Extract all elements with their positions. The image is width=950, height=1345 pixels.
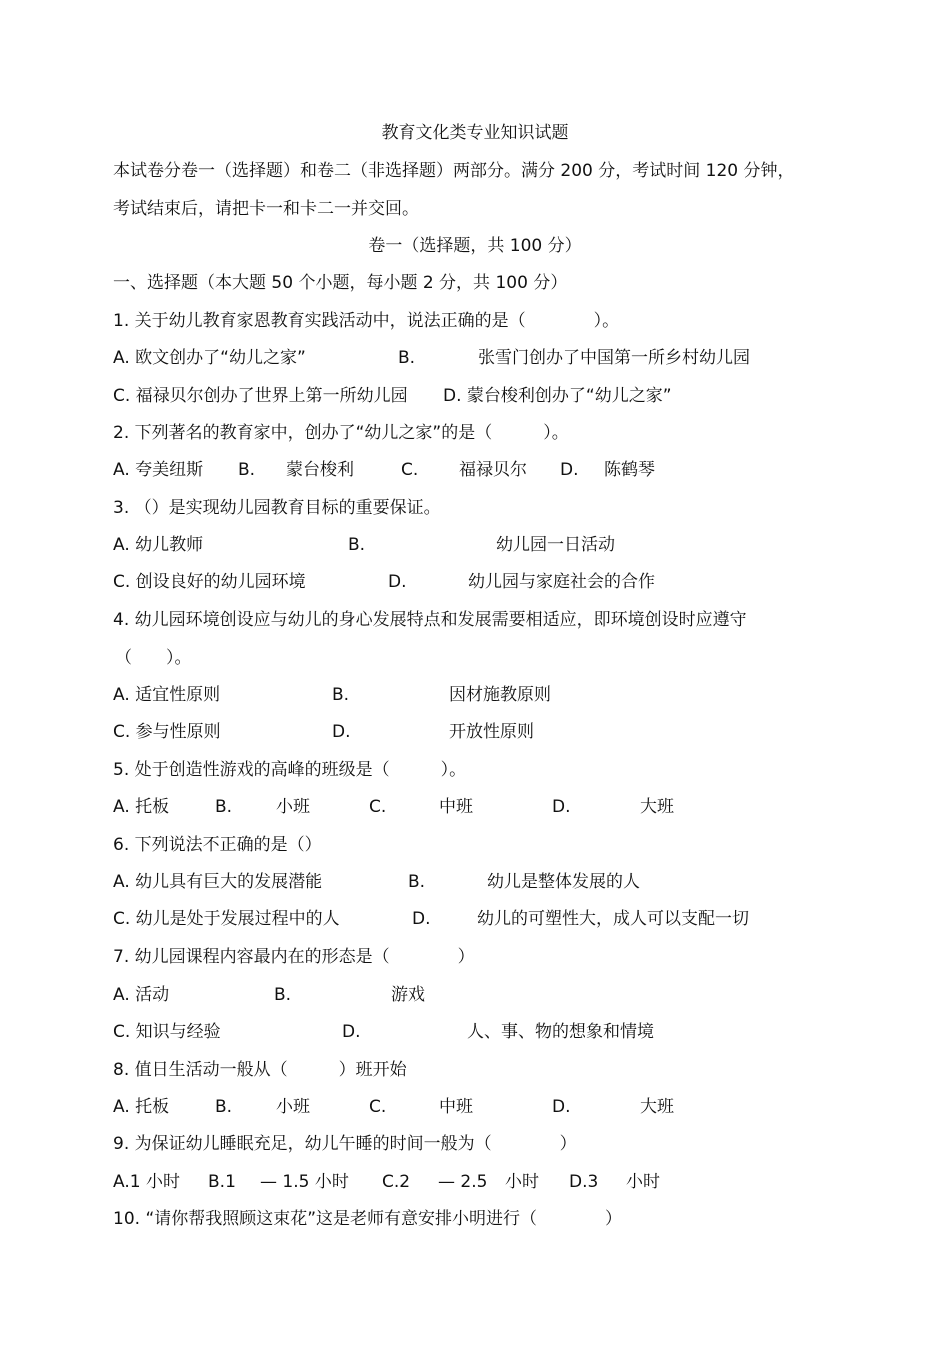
q3-option-c: C. 创设良好的幼儿园环境	[113, 572, 306, 592]
q2-option-a: A. 夸美纽斯	[113, 460, 204, 480]
q1-option-b-letter: B.	[398, 348, 416, 368]
q8-option-c: 中班	[439, 1097, 473, 1117]
q5-option-d: 大班	[640, 797, 674, 817]
q3-option-b-letter: B.	[348, 535, 366, 555]
q1-option-d: D. 蒙台梭利创办了“幼儿之家”	[443, 386, 672, 406]
question-4-cont: （ ）。	[115, 648, 192, 668]
q4-option-b-letter: B.	[332, 685, 350, 705]
question-9: 9. 为保证幼儿睡眠充足，幼儿午睡的时间一般为（ ）	[113, 1134, 577, 1154]
q5-option-c: 中班	[439, 797, 473, 817]
q2-option-b-letter: B.	[238, 460, 256, 480]
q4-option-b: 因材施教原则	[449, 685, 551, 705]
q7-option-d-letter: D.	[342, 1022, 361, 1042]
q1-option-a: A. 欧文创办了“幼儿之家”	[113, 348, 306, 368]
q6-option-c: C. 幼儿是处于发展过程中的人	[113, 909, 340, 929]
question-5: 5. 处于创造性游戏的高峰的班级是（ ）。	[113, 760, 467, 780]
question-1: 1. 关于幼儿教育家恩教育实践活动中，说法正确的是（ ）。	[113, 311, 620, 331]
q2-option-c-letter: C.	[401, 460, 419, 480]
q8-option-c-letter: C.	[369, 1097, 387, 1117]
question-3: 3. （）是实现幼儿园教育目标的重要保证。	[113, 498, 441, 518]
q7-option-c: C. 知识与经验	[113, 1022, 221, 1042]
question-2: 2. 下列著名的教育家中，创办了“幼儿之家”的是（ ）。	[113, 423, 569, 443]
page-title: 教育文化类专业知识试题	[381, 123, 569, 143]
q9-option-c-unit: 小时	[505, 1172, 539, 1192]
q8-option-a: A. 托板	[113, 1097, 170, 1117]
q2-option-c: 福禄贝尔	[459, 460, 527, 480]
q6-option-a: A. 幼儿具有巨大的发展潜能	[113, 872, 323, 892]
q1-option-b: 张雪门创办了中国第一所乡村幼儿园	[478, 348, 750, 368]
q5-option-b: 小班	[276, 797, 310, 817]
q9-option-d-letter: D.3	[569, 1172, 599, 1192]
q6-option-d: 幼儿的可塑性大，成人可以支配一切	[477, 909, 749, 929]
q2-option-b: 蒙台梭利	[286, 460, 354, 480]
q7-option-b-letter: B.	[274, 985, 292, 1005]
question-7: 7. 幼儿园课程内容最内在的形态是（ ）	[113, 947, 475, 967]
q3-option-d-letter: D.	[388, 572, 407, 592]
q9-option-c-letter: C.2	[382, 1172, 411, 1192]
q4-option-a: A. 适宜性原则	[113, 685, 221, 705]
q8-option-d-letter: D.	[552, 1097, 571, 1117]
q6-option-b-letter: B.	[408, 872, 426, 892]
q9-option-a: A.1 小时	[113, 1172, 180, 1192]
q4-option-d: 开放性原则	[449, 722, 534, 742]
q7-option-b: 游戏	[391, 985, 425, 1005]
question-4: 4. 幼儿园环境创设应与幼儿的身心发展特点和发展需要相适应，即环境创设时应遵守	[113, 610, 747, 630]
part-title: 一、选择题（本大题 50 个小题，每小题 2 分，共 100 分）	[113, 273, 568, 293]
question-10: 10. “请你帮我照顾这束花”这是老师有意安排小明进行（ ）	[113, 1209, 623, 1229]
q8-option-d: 大班	[640, 1097, 674, 1117]
q9-option-b: — 1.5 小时	[260, 1172, 349, 1192]
section-title: 卷一（选择题，共 100 分）	[368, 236, 582, 256]
q9-option-b-letter: B.1	[208, 1172, 236, 1192]
q9-option-c: — 2.5	[438, 1172, 488, 1192]
q4-option-d-letter: D.	[332, 722, 351, 742]
q3-option-d: 幼儿园与家庭社会的合作	[468, 572, 655, 592]
q8-option-b-letter: B.	[215, 1097, 233, 1117]
q4-option-c: C. 参与性原则	[113, 722, 221, 742]
intro-line-1: 本试卷分卷一（选择题）和卷二（非选择题）两部分。满分 200 分，考试时间 120 分钟，	[113, 161, 795, 181]
q3-option-b: 幼儿园一日活动	[496, 535, 615, 555]
q5-option-c-letter: C.	[369, 797, 387, 817]
q2-option-d: 陈鹤琴	[604, 460, 655, 480]
q3-option-a: A. 幼儿教师	[113, 535, 204, 555]
q7-option-d: 人、事、物的想象和情境	[467, 1022, 654, 1042]
q1-option-c: C. 福禄贝尔创办了世界上第一所幼儿园	[113, 386, 408, 406]
q9-option-d-unit: 小时	[626, 1172, 660, 1192]
question-6: 6. 下列说法不正确的是（）	[113, 835, 322, 855]
q7-option-a: A. 活动	[113, 985, 170, 1005]
q5-option-a: A. 托板	[113, 797, 170, 817]
q6-option-b: 幼儿是整体发展的人	[487, 872, 640, 892]
q5-option-d-letter: D.	[552, 797, 571, 817]
q8-option-b: 小班	[276, 1097, 310, 1117]
q5-option-b-letter: B.	[215, 797, 233, 817]
q6-option-d-letter: D.	[412, 909, 431, 929]
q2-option-d-letter: D.	[560, 460, 579, 480]
question-8: 8. 值日生活动一般从（ ）班开始	[113, 1060, 407, 1080]
intro-line-2: 考试结束后，请把卡一和卡二一并交回。	[113, 199, 419, 219]
